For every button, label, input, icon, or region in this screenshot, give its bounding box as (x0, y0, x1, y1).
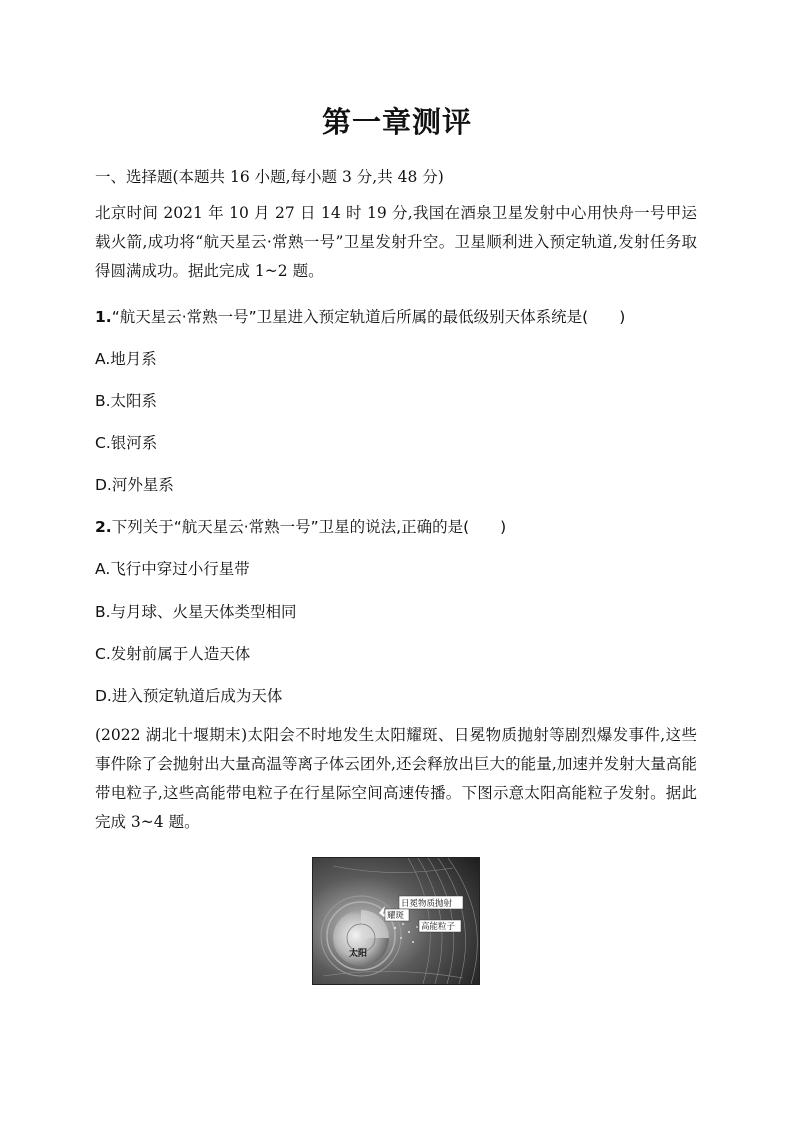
sun-label: 太阳 (349, 949, 368, 959)
question-2-option-c: C.发射前属于人造天体 (95, 645, 251, 663)
question-1 (95, 305, 625, 327)
question-1-number: 1. (95, 308, 112, 326)
question-2-option-d: D.进入预定轨道后成为天体 (95, 687, 283, 705)
page-title: 第一章测评 (321, 105, 472, 139)
question-2-option-a: A.飞行中穿过小行星带 (95, 560, 250, 578)
flare-label: 耀斑 (387, 911, 405, 921)
solar-particle-figure (312, 857, 480, 985)
particles-label: 高能粒子 (421, 922, 456, 932)
question-2-option-b: B.与月球、火星天体类型相同 (95, 603, 297, 621)
question-1-option-d: D.河外星系 (95, 476, 174, 494)
question-1-option-a: A.地月系 (95, 350, 157, 368)
question-1-stem: “航天星云·常熟一号”卫星进入预定轨道后所属的最低级别天体系统是( ) (111, 308, 626, 326)
question-1-option-b: B.太阳系 (95, 392, 158, 410)
passage-1: 北京时间 2021 年 10 月 27 日 14 时 19 分,我国在酒泉卫星发射中心用快舟一号甲运载火箭,成功将“航天星云·常熟一号”卫星发射升空。卫星顺利进入预定轨道,发射任务取得圆满成功。据此完成 1~2 题。 (95, 204, 697, 280)
section-header: 一、选择题(本题共 16 小题,每小题 3 分,共 48 分) (95, 168, 444, 186)
question-2-stem: 下列关于“航天星云·常熟一号”卫星的说法,正确的是( ) (111, 518, 507, 536)
question-2-number: 2. (95, 518, 112, 536)
cme-label: 日冕物质抛射 (401, 899, 453, 909)
question-2 (95, 515, 506, 537)
passage-2: (2022 湖北十堰期末)太阳会不时地发生太阳耀斑、日冕物质抛射等剧烈爆发事件,这些事件除了会抛射出大量高温等离子体云团外,还会释放出巨大的能量,加速并发射大量高能带电粒子,这些高能带电粒子在行星际空间高速传播。下图示意太阳高能粒子发射。据此完成 3~4 题。 (95, 726, 697, 831)
question-1-option-c: C.银河系 (95, 434, 158, 452)
